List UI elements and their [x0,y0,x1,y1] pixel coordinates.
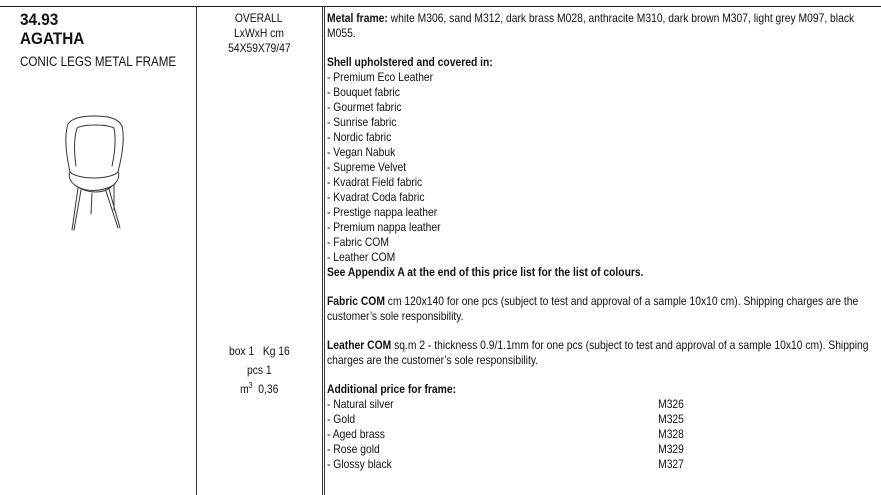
column-divider-1 [196,6,197,495]
list-item [327,412,877,427]
packaging-volume-value: 0,36 [258,382,279,396]
frame-finish-code: M327 [658,457,684,471]
shell-title: Shell upholstered and covered in: [327,55,493,69]
appendix-note: See Appendix A at the end of this price list for the list of colours. [327,265,644,279]
list-item: - Kvadrat Field fabric [327,175,423,189]
list-item [327,427,877,442]
additional-frame-title: Additional price for frame: [327,382,457,396]
list-item: - Premium nappa leather [327,220,441,234]
frame-finish-name: - Glossy black [327,457,392,471]
top-rule [0,6,881,7]
metal-frame-label: Metal frame: [327,11,388,25]
dimensions-label: OVERALL [235,11,283,25]
shell-list [327,70,877,265]
list-item: - Leather COM [327,250,396,264]
packaging-weight: Kg 16 [262,344,290,358]
frame-finish-code: M329 [658,442,684,456]
packaging-pcs: pcs 1 [246,363,272,377]
list-item: - Nordic fabric [327,130,392,144]
description-column [327,11,877,472]
frame-finish-code: M326 [658,397,684,411]
list-item [327,397,877,412]
frame-finish-code: M325 [658,412,684,426]
frame-finish-name: - Natural silver [327,397,394,411]
column-divider-2 [322,6,323,495]
list-item: - Gourmet fabric [327,100,402,114]
leather-com-label: Leather COM [327,338,392,352]
product-subtitle: CONIC LEGS METAL FRAME [20,54,177,69]
list-item: - Bouquet fabric [327,85,400,99]
packaging-volume-sup: 3 [248,381,253,390]
product-code: 34.93 [20,10,59,29]
list-item: - Vegan Nabuk [327,145,396,159]
packaging-volume-unit: m [239,382,249,396]
fabric-com-paragraph [327,294,877,324]
dimensions-units: LxWxH cm [234,26,284,40]
frame-finish-name: - Gold [327,412,356,426]
leather-com-text: sq.m 2 - thickness 0.9/1.1mm for one pcs (subject to test and approval of a sample 10x10 cm). Shipping charges are the customer’s sole responsibility. [327,338,869,367]
metal-frame-paragraph [327,11,877,41]
list-item: - Kvadrat Coda fabric [327,190,425,204]
list-item: - Sunrise fabric [327,115,397,129]
frame-finish-name: - Aged brass [327,427,385,441]
list-item [327,457,877,472]
packaging-block [198,342,320,399]
frame-finish-name: - Rose gold [327,442,380,456]
column-divider-3 [324,6,325,495]
fabric-com-label: Fabric COM [327,294,385,308]
dimensions-values: 54X59X79/47 [227,41,291,55]
fabric-com-text: cm 120x140 for one pcs (subject to test and approval of a sample 10x10 cm). Shipping charges are the customer’s sole responsibility. [327,294,859,323]
metal-frame-text: white M306, sand M312, dark brass M028, anthracite M310, dark brown M307, light grey M097, black M055. [327,11,855,40]
list-item: - Fabric COM [327,235,389,249]
frame-finish-code: M328 [658,427,684,441]
packaging-box: box 1 [228,344,254,358]
list-item [327,442,877,457]
leather-com-paragraph [327,338,877,368]
list-item: - Premium Eco Leather [327,70,434,84]
dimensions-block [198,11,320,56]
list-item: - Supreme Velvet [327,160,407,174]
list-item: - Prestige nappa leather [327,205,438,219]
product-name: AGATHA [20,29,85,48]
additional-frame-list [327,397,877,472]
product-column [20,10,192,70]
chair-illustration [48,114,138,232]
